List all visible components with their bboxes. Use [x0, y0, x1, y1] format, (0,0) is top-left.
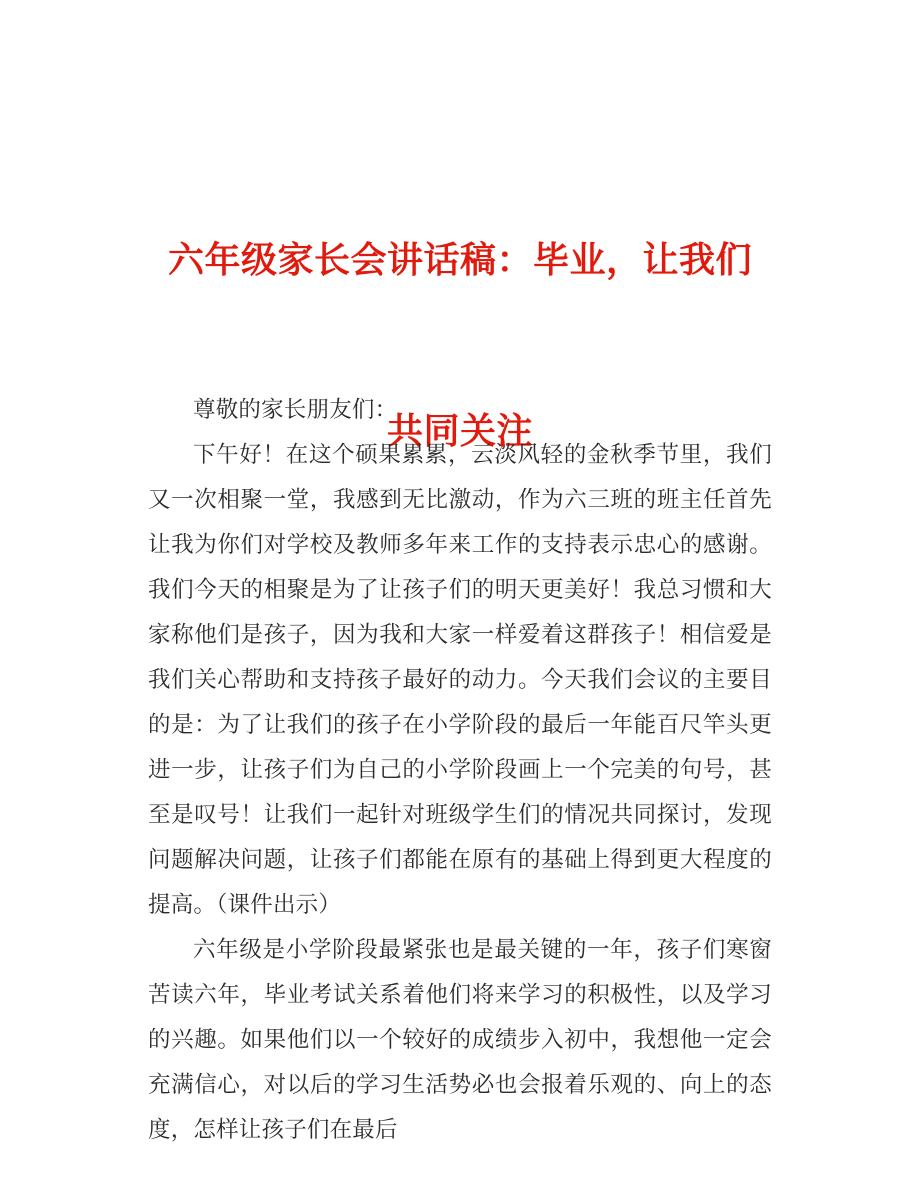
document-paragraph-1: 下午好！在这个硕果累累，云淡风轻的金秋季节里，我们又一次相聚一堂，我感到无比激动，作为六三班的班主任首先让我为你们对学校及教师多年来工作的支持表示忠心的感谢。我们今天的相聚是为了让孩子们的明天更美好！我总习惯和大家称他们是孩子，因为我和大家一样爱着这群孩子！相信爱是我们关心帮助和支持孩子最好的动力。今天我们会议的主要目的是：为了让我们的孩子在小学阶段的最后一年能百尺竿头更进一步，让孩子们为自己的小学阶段画上一个完美的句号，甚至是叹号！让我们一起针对班级学生们的情况共同探讨，发现问题解决问题，让孩子们都能在原有的基础上得到更大程度的提高。（课件出示） [148, 442, 772, 918]
document-title-line-1: 六年级家长会讲话稿：毕业，让我们 [167, 239, 752, 281]
document-paragraph-salutation: 尊敬的家长朋友们： [193, 397, 398, 423]
document-paragraph-2: 六年级是小学阶段最紧张也是最关键的一年，孩子们寒窗苦读六年，毕业考试关系着他们将来学习的积极性，以及学习的兴趣。如果他们以一个较好的成绩步入初中，我想他一定会充满信心，对以后的学习生活势必也会报着乐观的、向上的态度，怎样让孩子们在最后 [148, 937, 772, 1143]
document-body [148, 388, 772, 1153]
document-title-line-2: 共同关注 [386, 410, 533, 452]
